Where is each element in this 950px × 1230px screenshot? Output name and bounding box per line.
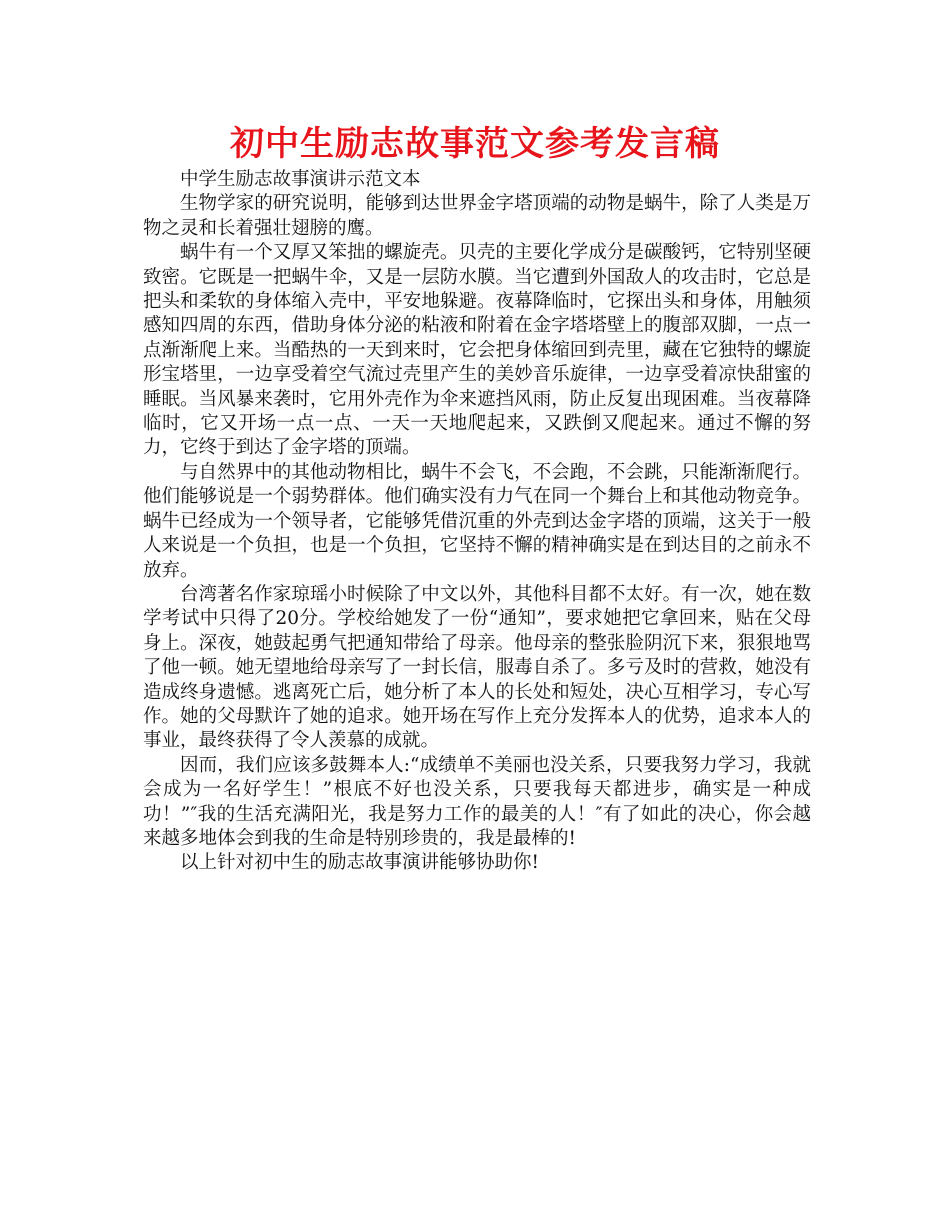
paragraph-snail-shell: 蜗牛有一个又厚又笨拙的螺旋壳。贝壳的主要化学成分是碳酸钙，它特别坚硬致密。它既是一把蜗牛伞，又是一层防水膜。当它遭到外国敌人的攻击时，它总是把头和柔软的身体缩入壳中，平安地躲避。夜幕降临时，它探出头和身体，用触须感知四周的东西，借助身体分泌的粘液和附着在金字塔塔壁上的腹部双脚，一点一点渐渐爬上来。当酷热的一天到来时，它会把身体缩回到壳里，藏在它独特的螺旋形宝塔里，一边享受着空气流过壳里产生的美妙音乐旋律，一边享受着凉快甜蜜的睡眠。当风暴来袭时，它用外壳作为伞来遮挡风雨，防止反复出现困难。当夜幕降临时，它又开场一点一点、一天一天地爬起来，又跌倒又爬起来。通过不懈的努力，它终于到达了金字塔的顶端。 — [143, 242, 811, 459]
document-body — [143, 168, 811, 876]
paragraph-closing: 以上针对初中生的励志故事演讲能够协助你! — [180, 852, 539, 874]
document-title: 初中生励志故事范文参考发言稿 — [230, 124, 720, 164]
paragraph-qiongyao-story: 台湾著名作家琼瑶小时候除了中文以外，其他科目都不太好。有一次，她在数学考试中只得了20分。学校给她发了一份“通知”，要求她把它拿回来，贴在父母身上。深夜，她鼓起勇气把通知带给了母亲。他母亲的整张脸阴沉下来，狠狠地骂了他一顿。她无望地给母亲写了一封长信，服毒自杀了。多亏及时的营救，她没有造成终身遗憾。逃离死亡后，她分析了本人的长处和短处，决心互相学习，专心写作。她的父母默许了她的追求。她开场在写作上充分发挥本人的优势，追求本人的事业，最终获得了令人羡慕的成就。 — [143, 583, 811, 752]
paragraph-encouragement: 因而，我们应该多鼓舞本人:“成绩单不美丽也没关系，只要我努力学习，我就会成为一名好学生！”根底不好也没关系，只要我每天都进步，确实是一种成功！”″我的生活充满阳光，我是努力工作的最美的人！″有了如此的决心，你会越来越多地体会到我的生命是特别珍贵的，我是最棒的! — [143, 754, 811, 849]
paragraph-subtitle: 中学生励志故事演讲示范文本 — [180, 169, 421, 190]
paragraph-snail-comparison: 与自然界中的其他动物相比，蜗牛不会飞，不会跑，不会跳，只能渐渐爬行。他们能够说是一个弱势群体。他们确实没有力气在同一个舞台上和其他动物竞争。蜗牛已经成为一个领导者，它能够凭借沉重的外壳到达金字塔的顶端，这关于一般人来说是一个负担，也是一个负担，它坚持不懈的精神确实是在到达目的之前永不放弃。 — [143, 461, 811, 581]
paragraph-intro: 生物学家的研究说明，能够到达世界金字塔顶端的动物是蜗牛，除了人类是万物之灵和长着强壮翅膀的鹰。 — [143, 193, 811, 239]
